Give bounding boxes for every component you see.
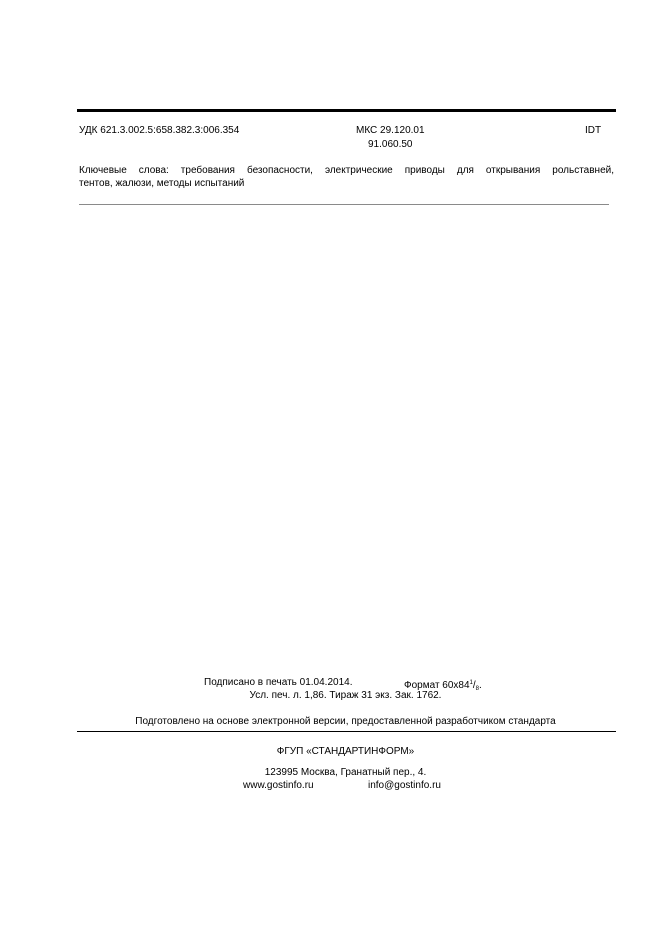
print-info: Усл. печ. л. 1,86. Тираж 31 экз. Зак. 1762. bbox=[249, 690, 442, 701]
prepared-note: Подготовлено на основе электронной версии, предоставленной разработчиком стандарта bbox=[135, 716, 556, 727]
publisher-name: ФГУП «СТАНДАРТИНФОРМ» bbox=[276, 746, 415, 757]
format-prefix: Формат 60х84 bbox=[404, 680, 470, 691]
keywords-line-1: Ключевые слова: требования безопасности, электрические приводы для открывания рольставней, bbox=[79, 165, 614, 176]
bottom-rule bbox=[77, 731, 616, 732]
udk-code: УДК 621.3.002.5:658.382.3:006.354 bbox=[79, 125, 240, 136]
format-numerator: 1 bbox=[469, 680, 473, 686]
keywords-line-2: тентов, жалюзи, методы испытаний bbox=[79, 178, 245, 189]
mks-code-2: 91.060.50 bbox=[368, 139, 413, 150]
mks-code-1: МКС 29.120.01 bbox=[356, 125, 425, 136]
publisher-address: 123995 Москва, Гранатный пер., 4. bbox=[264, 767, 427, 778]
idt-label: IDT bbox=[585, 125, 602, 136]
top-rule bbox=[77, 109, 616, 112]
publisher-email: info@gostinfo.ru bbox=[368, 780, 441, 791]
format-suffix: . bbox=[479, 680, 482, 691]
format-denominator: 8 bbox=[475, 686, 480, 692]
signed-date: Подписано в печать 01.04.2014. bbox=[204, 677, 353, 688]
keywords-divider bbox=[79, 204, 609, 205]
format-slash: / bbox=[472, 680, 476, 691]
publisher-website: www.gostinfo.ru bbox=[243, 780, 314, 791]
keywords-block bbox=[79, 164, 614, 190]
